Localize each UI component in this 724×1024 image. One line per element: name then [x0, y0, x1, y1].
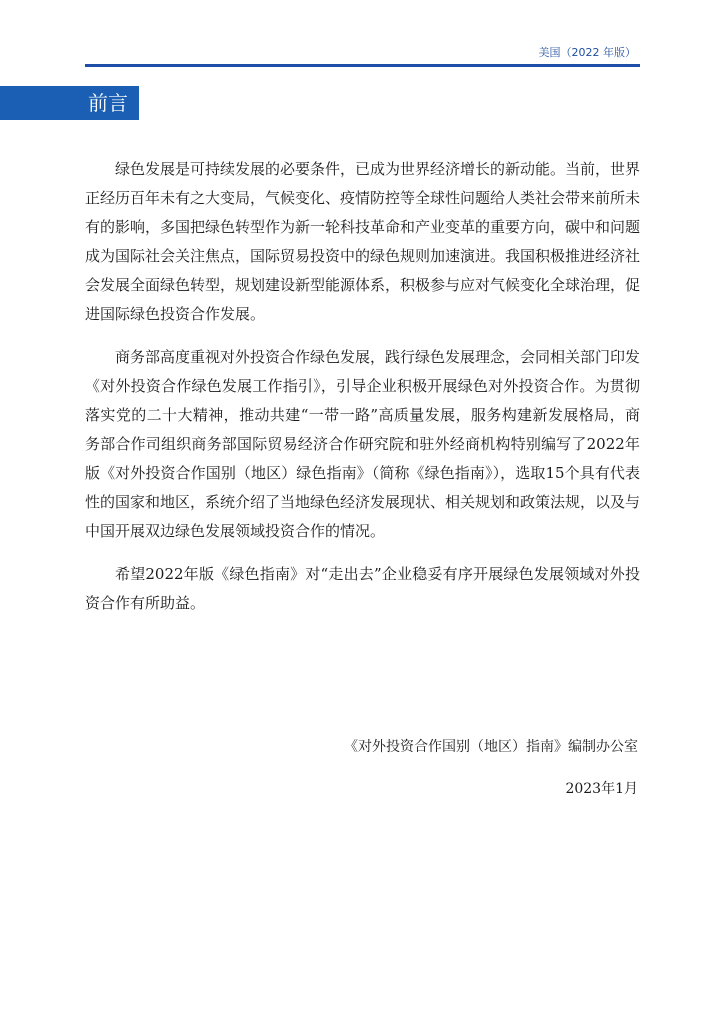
- section-tab: [0, 86, 139, 120]
- paragraph-1: 绿色发展是可持续发展的必要条件，已成为世界经济增长的新动能。当前，世界正经历百年未有之大变局，气候变化、疫情防控等全球性问题给人类社会带来前所未有的影响，多国把绿色转型作为新一轮科技革命和产业变革的重要方向，碳中和问题成为国际社会关注焦点，国际贸易投资中的绿色规则加速演进。我国积极推进经济社会发展全面绿色转型，规划建设新型能源体系，积极参与应对气候变化全球治理，促进国际绿色投资合作发展。: [85, 160, 641, 323]
- signature-date: 2023年1月: [565, 781, 638, 797]
- signature-office: 《对外投资合作国别（地区）指南》编制办公室: [344, 739, 638, 755]
- paragraph-3: 希望2022年版《绿色指南》对“走出去”企业稳妥有序开展绿色发展领域对外投资合作有所助益。: [85, 565, 640, 612]
- body-text: [85, 155, 640, 618]
- paragraph-2: 商务部高度重视对外投资合作绿色发展，践行绿色发展理念，会同相关部门印发《对外投资合作绿色发展工作指引》，引导企业积极开展绿色对外投资合作。为贯彻落实党的二十大精神，推动共建“一带一路”高质量发展，服务构建新发展格局，商务部合作司组织商务部国际贸易经济合作研究院和驻外经商机构特别编写了2022年版《对外投资合作国别（地区）绿色指南》（简称《绿色指南》），选取15个具有代表性的国家和地区，系统介绍了当地绿色经济发展现状、相关规划和政策法规，以及与中国开展双边绿色发展领域投资合作的情况。: [85, 348, 641, 540]
- header-rule: [85, 64, 640, 67]
- section-title: 前言: [88, 91, 128, 115]
- running-header: 美国（2022 年版）: [538, 46, 636, 59]
